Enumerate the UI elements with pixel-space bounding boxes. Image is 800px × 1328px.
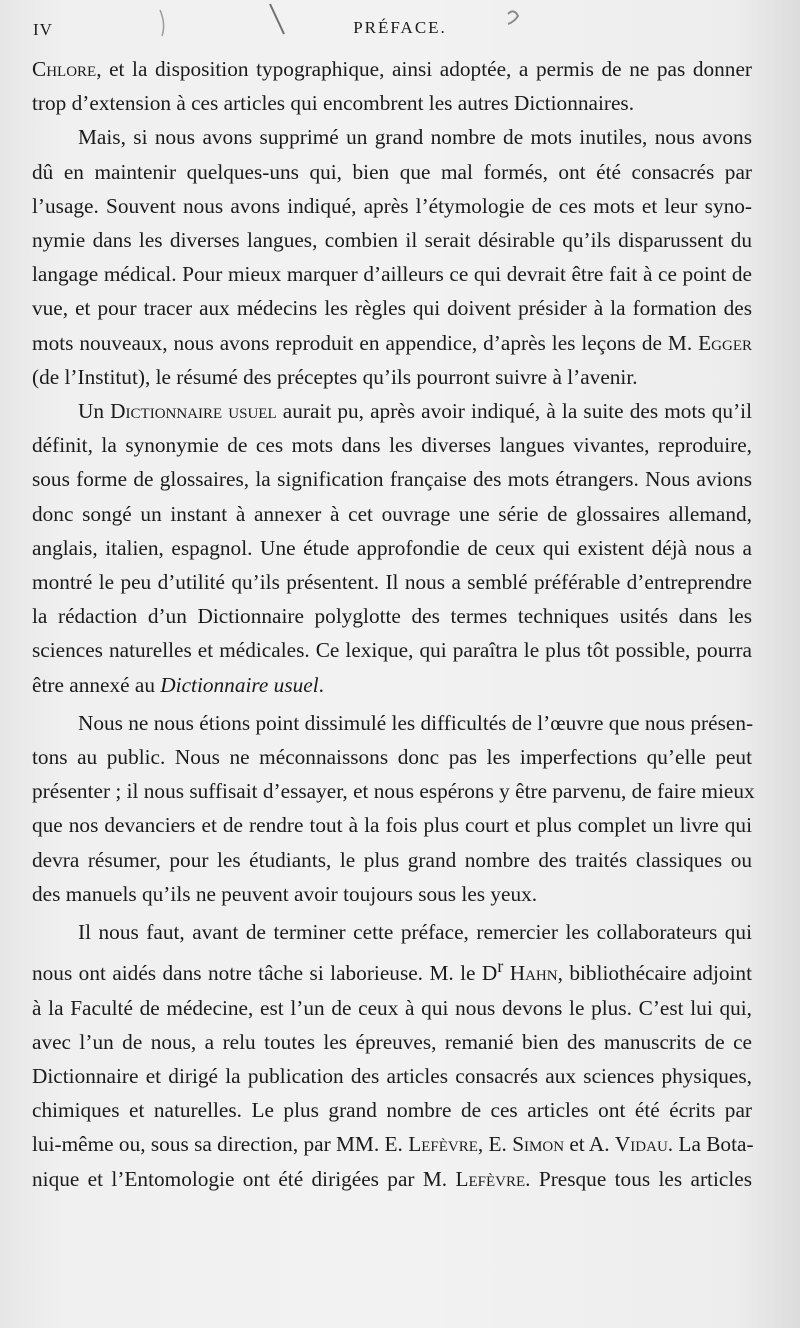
text-line: trop d’extension à ces articles qui encombrent les autres Dictionnaires. xyxy=(32,91,635,116)
text-line: mots nouveaux, nous avons reproduit en appendice, d’après les leçons de M. Egger xyxy=(32,330,752,355)
text-line: vue, et pour tracer aux médecins les règles qui doivent présider à la formation des xyxy=(32,296,752,321)
text-line: Il nous faut, avant de terminer cette préface, remercier les collaborateurs qui xyxy=(78,920,752,945)
text-line: devra résumer, pour les étudiants, le plus grand nombre des traités classiques ou xyxy=(32,847,752,872)
running-head xyxy=(0,14,800,44)
term-chlore: Chlore xyxy=(32,57,97,81)
text-line: (de l’Institut), le résumé des préceptes qu’ils pourront suivre à l’avenir. xyxy=(32,364,638,389)
text-line: nymie dans les diverses langues, combien il serait désirable qu’ils disparussent du xyxy=(32,228,752,253)
text-line: définit, la synonymie de ces mots dans les diverses langues vivantes, reproduire, xyxy=(32,433,752,458)
text-line: lui-même ou, sous sa direction, par MM. E. Lefèvre, E. Simon et A. Vidau. La Bota- xyxy=(32,1132,754,1157)
text-line: chimiques et naturelles. Le plus grand nombre de ces articles ont été écrits par xyxy=(32,1098,752,1123)
text-line: sciences naturelles et médicales. Ce lexique, qui paraîtra le plus tôt possible, pourra xyxy=(32,638,752,663)
text-line: Mais, si nous avons supprimé un grand nombre de mots inutiles, nous avons xyxy=(78,125,752,150)
paragraph-1 xyxy=(32,52,752,120)
text-line: anglais, italien, espagnol. Une étude approfondie de ceux qui existent déjà nous a xyxy=(32,535,752,560)
text-line: montré le peu d’utilité qu’ils présentent. Il nous a semblé préférable d’entreprendre xyxy=(32,570,752,595)
paragraph-5 xyxy=(32,915,752,1196)
body-text xyxy=(32,52,755,1196)
text-line: à la Faculté de médecine, est l’un de ceux à qui nous devons le plus. C’est lui qui, xyxy=(32,995,752,1020)
paragraph-4 xyxy=(32,706,755,911)
text-line: donc songé un instant à annexer à cet ouvrage une série de glossaires allemand, xyxy=(32,501,752,526)
text-line: nous ont aidés dans notre tâche si laborieuse. M. le $D^r$ Hahn, bibliothécaire adjoint xyxy=(32,956,752,986)
text-line: être annexé au Dictionnaire usuel. xyxy=(32,672,324,697)
title-dictionnaire-usuel: Dictionnaire usuel xyxy=(160,672,319,697)
text-line: Nous ne nous étions point dissimulé les difficultés de l’œuvre que nous présen- xyxy=(78,710,754,735)
name-simon: Simon xyxy=(512,1132,565,1157)
text-line: que nos devanciers et de rendre tout à la fois plus court et plus complet un livre qui xyxy=(32,813,752,838)
name-egger: Egger xyxy=(698,330,752,355)
name-hahn: Hahn xyxy=(509,961,558,986)
running-title: PRÉFACE. xyxy=(353,18,447,37)
text-line: langage médical. Pour mieux marquer d’ailleurs ce qui devrait être fait à ce point de xyxy=(32,262,752,287)
term-dictionnaire-usuel: Dictionnaire usuel xyxy=(110,399,277,424)
name-lefevre: Lefèvre xyxy=(408,1132,478,1157)
paragraph-2 xyxy=(32,120,752,394)
text-line: Chlore, et la disposition typographique, ainsi adoptée, a permis de ne pas donner xyxy=(32,57,752,81)
text-line: tons au public. Nous ne méconnaissons donc pas les imperfections qu’elle peut xyxy=(32,745,752,770)
paragraph-3 xyxy=(32,394,752,702)
text-line: sous forme de glossaires, la signification française des mots étrangers. Nous avions xyxy=(32,467,752,492)
text-line: Dictionnaire et dirigé la publication des articles consacrés aux sciences physiques, xyxy=(32,1063,752,1088)
text-line: présenter ; il nous suffisait d’essayer, et nous espérons y être parvenu, de faire mieux xyxy=(32,779,755,804)
text-line: la rédaction d’un Dictionnaire polyglotte des termes techniques usités dans les xyxy=(32,604,752,629)
text-line: nique et l’Entomologie ont été dirigées par M. Lefèvre. Presque tous les articles xyxy=(32,1166,752,1191)
text-line: Un Dictionnaire usuel aurait pu, après avoir indiqué, à la suite des mots qu’il xyxy=(78,399,753,424)
text-line: dû en maintenir quelques-uns qui, bien que mal formés, ont été consacrés par xyxy=(32,159,752,184)
name-vidau: Vidau xyxy=(614,1132,668,1157)
name-lefevre: Lefèvre xyxy=(455,1166,526,1191)
text-line: l’usage. Souvent nous avons indiqué, après l’étymologie de ces mots et leur syno- xyxy=(32,193,752,218)
text-line: des manuels qu’ils ne peuvent avoir toujours sous les yeux. xyxy=(32,881,538,906)
text-line: avec l’un de nous, a relu toutes les épreuves, remanié bien des manuscrits de ce xyxy=(32,1029,752,1054)
superscript-r: r xyxy=(497,956,504,977)
page-number: IV xyxy=(33,20,53,39)
